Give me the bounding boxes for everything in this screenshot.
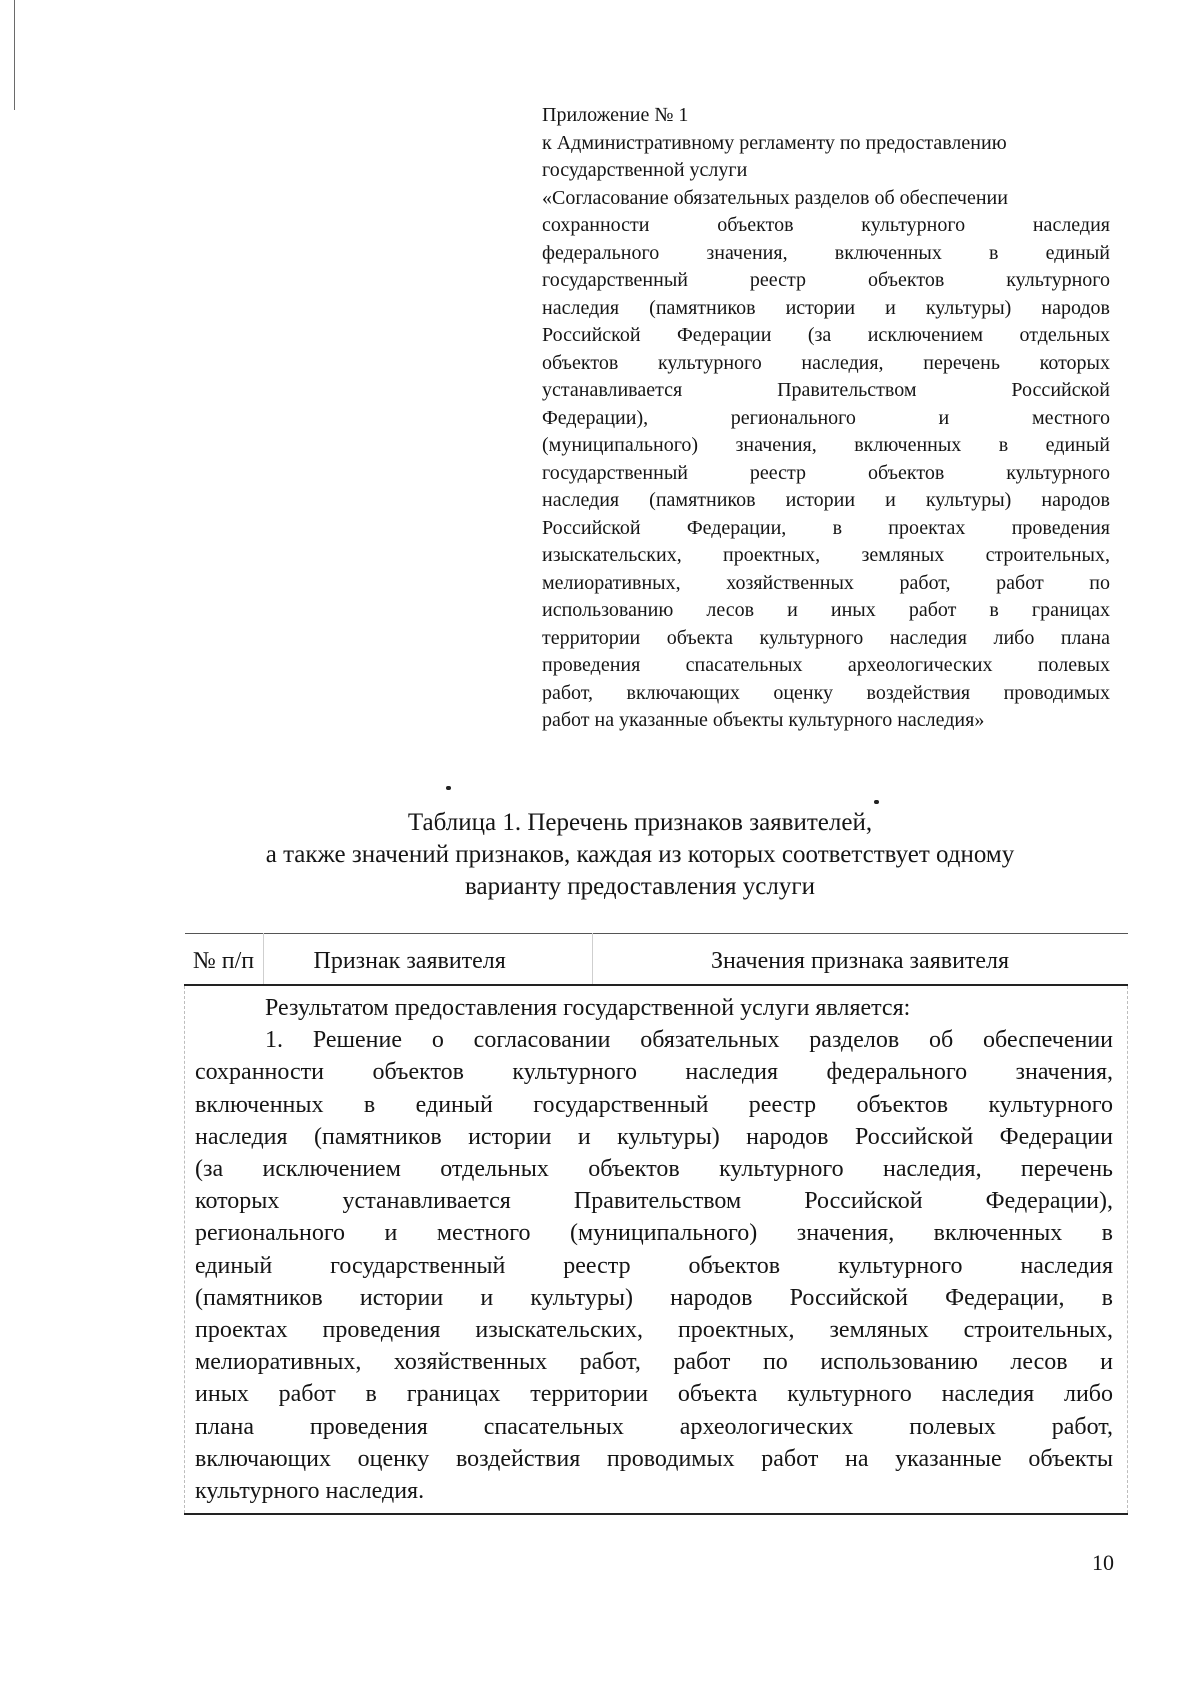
table-title-line: варианту предоставления услуги [465, 873, 815, 900]
result-line: наследия (памятников истории и культуры) народов Российской Федерации [195, 1123, 1113, 1150]
table-title-line: Таблица 1. Перечень признаков заявителей, [407, 809, 873, 836]
annex-heading-block [542, 102, 1110, 735]
table-title-line: а также значений признаков, каждая из которых соответствует одному [265, 841, 1015, 868]
table-row [185, 985, 1128, 1514]
scan-speck [446, 786, 451, 790]
result-line: (за исключением отдельных объектов культурного наследия, перечень [195, 1156, 1113, 1183]
annex-line: наследия (памятников истории и культуры) народов [542, 296, 1110, 319]
table-header-row [185, 934, 1128, 986]
annex-line: мелиоративных, хозяйственных работ, работ по [542, 571, 1110, 594]
annex-line: объектов культурного наследия, перечень которых [542, 351, 1110, 374]
annex-line: (муниципального) значения, включенных в единый [542, 434, 1110, 456]
result-line: мелиоративных, хозяйственных работ, работ по использованию лесов и [195, 1349, 1113, 1376]
annex-line: «Согласование обязательных разделов об обеспечении [542, 186, 1008, 209]
result-line: иных работ в границах территории объекта культурного наследия либо [195, 1381, 1113, 1408]
annex-line: использованию лесов и иных работ в границах [542, 599, 1110, 621]
annex-line: государственный реестр объектов культурного [542, 461, 1110, 484]
result-line: культурного наследия. [195, 1478, 425, 1505]
annex-line: устанавливается Правительством Российской [542, 379, 1110, 401]
annex-line: работ, включающих оценку воздействия проводимых [542, 681, 1110, 704]
result-line: (памятников истории и культуры) народов Российской Федерации, в [195, 1284, 1113, 1311]
annex-line: Российской Федерации (за исключением отдельных [542, 324, 1110, 346]
annex-title: Приложение № 1 [542, 104, 689, 126]
result-line: сохранности объектов культурного наследия федерального значения, [195, 1059, 1113, 1086]
result-line: Результатом предоставления государственной услуги является: [265, 995, 911, 1021]
annex-line: территории объекта культурного наследия либо плана [542, 626, 1110, 649]
scan-speck [874, 800, 879, 804]
annex-line: к Административному регламенту по предоставлению [542, 131, 1007, 154]
annex-line: проведения спасательных археологических полевых [542, 654, 1110, 676]
annex-line: федерального значения, включенных в единый [542, 241, 1110, 264]
page-number: 10 [1092, 1550, 1114, 1575]
annex-line: Федерации), регионального и местного [542, 406, 1110, 429]
result-line: включенных в единый государственный реестр объектов культурного [195, 1091, 1113, 1118]
result-line: плана проведения спасательных археологических полевых работ, [195, 1413, 1113, 1440]
table-title [170, 807, 1110, 903]
annex-line: сохранности объектов культурного наследия [542, 214, 1110, 236]
header-attribute: Признак заявителя [263, 934, 592, 986]
result-line: единый государственный реестр объектов культурного наследия [195, 1252, 1113, 1279]
applicant-attributes-table [184, 933, 1128, 1515]
result-line: регионального и местного (муниципального) значения, включенных в [195, 1220, 1113, 1247]
result-line: 1. Решение о согласовании обязательных разделов об обеспечении [265, 1027, 1113, 1054]
annex-line: государственной услуги [542, 159, 748, 181]
result-line: включающих оценку воздействия проводимых работ на указанные объекты [195, 1445, 1113, 1472]
annex-line: работ на указанные объекты культурного наследия» [542, 709, 985, 731]
annex-line: Российской Федерации, в проектах проведения [542, 516, 1110, 539]
result-line: проектах проведения изыскательских, проектных, земляных строительных, [195, 1317, 1113, 1344]
header-number: № п/п [185, 934, 264, 986]
scan-edge-line [14, 0, 15, 110]
result-cell [185, 985, 1128, 1514]
annex-line: изыскательских, проектных, земляных строительных, [542, 544, 1110, 566]
result-line: которых устанавливается Правительством Российской Федерации), [195, 1188, 1113, 1215]
header-values: Значения признака заявителя [592, 934, 1128, 986]
annex-line: государственный реестр объектов культурного [542, 269, 1110, 291]
annex-line: наследия (памятников истории и культуры) народов [542, 489, 1110, 511]
